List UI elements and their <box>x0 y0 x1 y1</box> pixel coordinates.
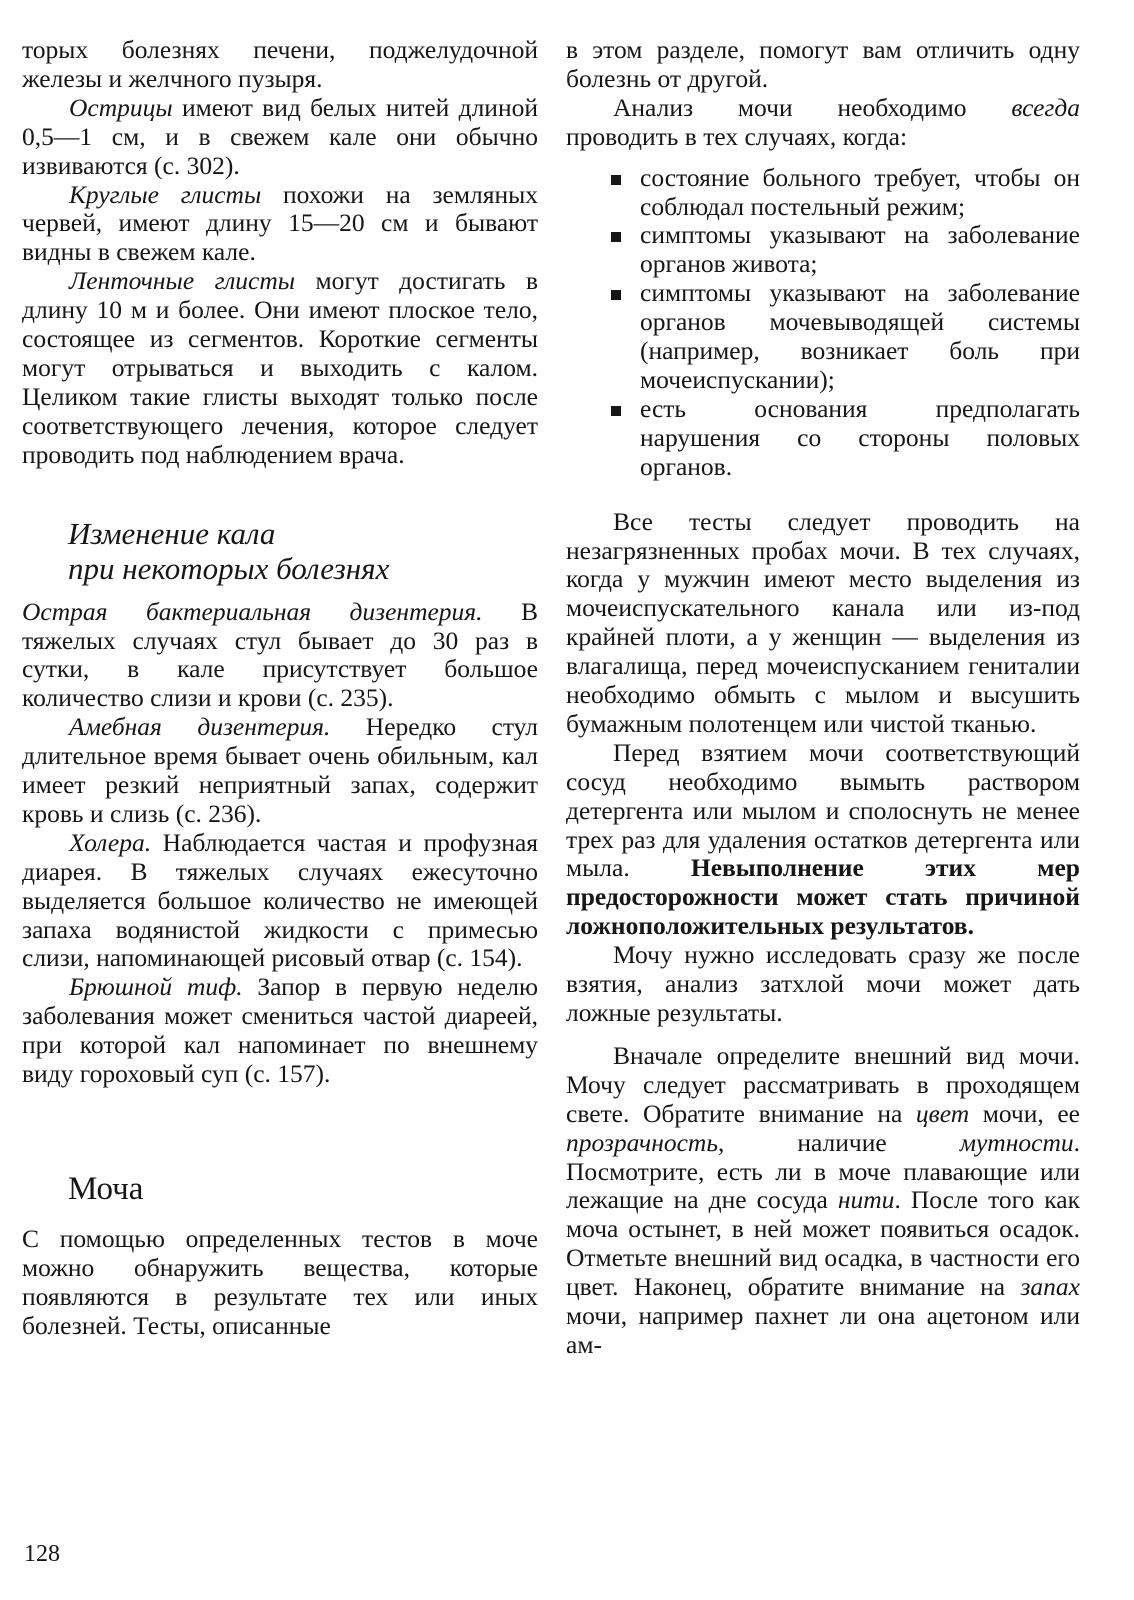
page-number: 128 <box>24 1541 60 1567</box>
text-amoebic-dysentery: Нередко стул длительное время бывает очень обильным, кал имеет резкий неприятный запах, содержит кровь и слизь (с. 236). <box>22 712 538 828</box>
term-pinworms: Острицы <box>69 92 173 122</box>
list-item: состояние больного требует, чтобы он соблюдал постельный режим; <box>610 164 1080 222</box>
list-item: симптомы указывают на заболевание органов живота; <box>610 221 1080 279</box>
emphasis-threads: нити <box>837 1185 895 1215</box>
left-column <box>22 36 538 1341</box>
paragraph-tapeworms <box>22 267 538 469</box>
text-cholera: Наблюдается частая и профузная диарея. В тяжелых случаях ежесуточно выделяется большое количество не имеющей запаха водянистой жидкости с примесью слизи, напоминающей рисовый отвар (с. 154). <box>22 827 538 973</box>
paragraph-continuation: в этом разделе, помогут вам отличить одну болезнь от другой. <box>566 35 1080 93</box>
paragraph-cholera <box>22 829 538 974</box>
term-amoebic-dysentery: Амебная дизентерия. <box>69 712 331 742</box>
emphasis-transparency: прозрачность <box>566 1127 718 1157</box>
section-heading-line-2: при некоторых болезнях <box>68 550 390 586</box>
section-heading-stool-changes <box>68 516 538 586</box>
paragraph-amoebic-dysentery <box>22 713 538 829</box>
text-appearance-c: , наличие <box>717 1127 960 1157</box>
text-bacterial-dysentery: В тяжелых случаях стул бывает до 30 раз в сутки, в кале присутствует большое количество слизи и крови (с. 235). <box>22 596 538 713</box>
text-appearance-b: мочи, ее <box>969 1098 1080 1128</box>
text-appearance-f: мочи, например пахнет ли она ацетоном или ам- <box>566 1301 1080 1359</box>
term-roundworms: Круглые глисты <box>69 179 262 209</box>
list-item: есть основания предполагать нарушения со стороны половых органов. <box>610 395 1080 482</box>
text-when-b: проводить в тех случаях, когда: <box>566 121 908 151</box>
paragraph-liver: торых болезнях печени, поджелудочной железы и желчного пузыря. <box>22 35 538 93</box>
indications-list <box>566 164 1080 482</box>
emphasis-always: всегда <box>1011 92 1080 122</box>
term-bacterial-dysentery: Острая бактериальная дизентерия. <box>22 596 483 626</box>
paragraph-pinworms <box>22 94 538 181</box>
text-pinworms: имеют вид белых нитей длиной 0,5—1 см, и в свежем кале они обычно извиваются (с. 302). <box>22 92 538 180</box>
paragraph-when-to-test <box>566 94 1080 152</box>
paragraph-bacterial-dysentery <box>22 598 538 714</box>
term-typhoid: Брюшной тиф. <box>69 972 243 1002</box>
text-typhoid: Запор в первую неделю заболевания может смениться частой диареей, при которой кал напоминает по внешнему виду гороховый суп (с. 157). <box>22 972 538 1089</box>
warning-false-positive: Невыполнение этих мер предосторожности может стать причиной ложноположительных результатов. <box>566 853 1080 941</box>
term-cholera: Холера. <box>69 827 152 857</box>
right-column <box>566 36 1080 1360</box>
emphasis-turbidity: мутности <box>959 1127 1074 1157</box>
text-container-washing: Перед взятием мочи соответствующий сосуд необходимо вымыть раствором детергента или мылом и сполоснуть не менее трех раз для удаления остатков детергента или мыла. <box>566 737 1080 883</box>
paragraph-roundworms <box>22 181 538 268</box>
text-appearance-a: Вначале определите внешний вид мочи. Мочу следует рассматривать в проходящем свете. Обратите внимание на <box>566 1040 1080 1128</box>
paragraph-appearance <box>566 1042 1080 1360</box>
paragraph-immediate-test: Мочу нужно исследовать сразу же после взятия, анализ затхлой мочи может дать ложные результаты. <box>566 940 1080 1027</box>
list-item: симптомы указывают на заболевание органов мочевыводящей системы (например, возникает боль при мочеиспускании); <box>610 279 1080 395</box>
paragraph-urine-intro: С помощью определенных тестов в моче можно обнаружить вещества, которые появляются в результате тех или иных болезней. Тесты, описанные <box>22 1224 538 1340</box>
section-heading-line-1: Изменение кала <box>68 515 276 551</box>
text-appearance-e: . После того как моча остынет, в ней может появиться осадок. Отметьте внешний вид осадка, в частности его цвет. Наконец, обратите внимание на <box>566 1185 1080 1302</box>
emphasis-color: цвет <box>915 1098 970 1128</box>
term-tapeworms: Ленточные глисты <box>69 266 296 296</box>
paragraph-typhoid <box>22 973 538 1089</box>
emphasis-smell: запах <box>1020 1272 1080 1302</box>
paragraph-clean-samples: Все тесты следует проводить на незагрязненных пробах мочи. В тех случаях, когда у мужчин имеют место выделения из мочеиспускательного канала или из-под крайней плоти, а у женщин — выделения из влагалища, перед мочеиспусканием гениталии необходимо обмыть с мылом и высушить бумажным полотенцем или чистой тканью. <box>566 506 1080 738</box>
text-roundworms: похожи на земляных червей, имеют длину 15—20 см и бывают видны в свежем кале. <box>22 179 538 267</box>
text-appearance-d: . Посмотрите, есть ли в моче плавающие или лежащие на дне сосуда <box>566 1127 1080 1215</box>
section-heading-urine: Моча <box>68 1171 144 1207</box>
text-when-a: Анализ мочи необходимо <box>613 92 1012 122</box>
text-tapeworms: могут достигать в длину 10 м и более. Они имеют плоское тело, состоящее из сегментов. Короткие сегменты могут отрываться и выходить с калом. Целиком такие глисты выходят только после соответствующего лечения, которое следует проводить под наблюдением врача. <box>22 266 538 469</box>
paragraph-container-washing <box>566 739 1080 941</box>
